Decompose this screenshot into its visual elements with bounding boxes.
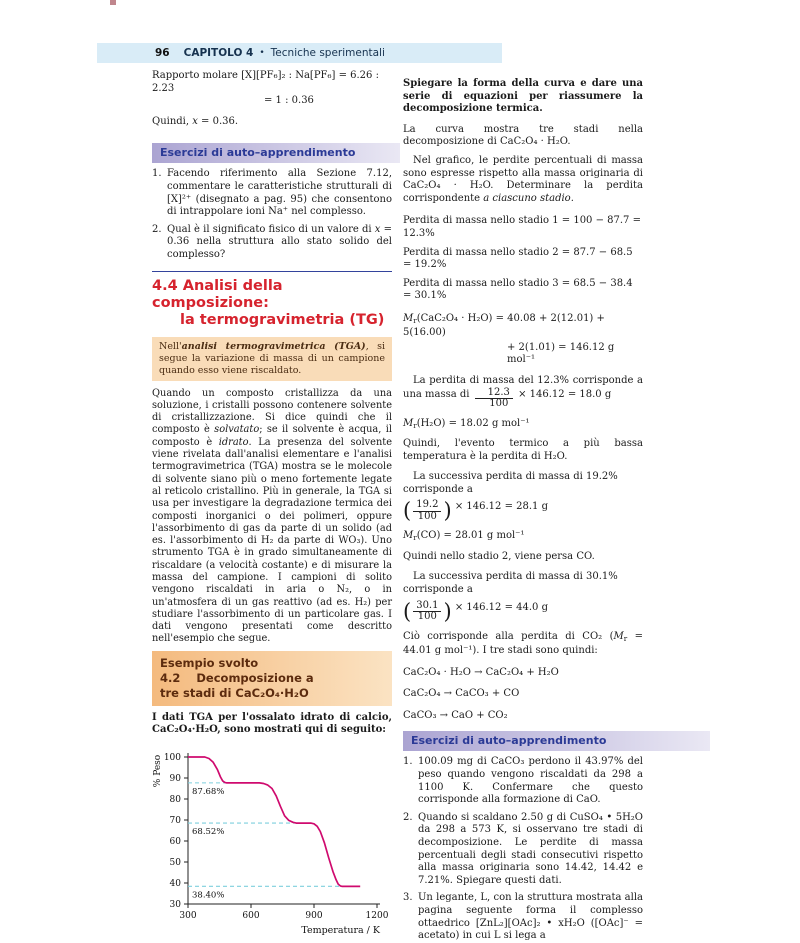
section-title [152,278,392,329]
frac3-line [403,601,643,623]
x-tick-label: 900 [305,910,323,921]
frac2-line [403,500,643,522]
tga-chart [118,741,398,941]
y-tick-label: 60 [169,836,181,847]
close-paren: ) [443,498,452,523]
fraction-19-2 [413,500,441,522]
mr-equation-line1: Mr(CaC₂O₄ · H₂O) = 40.08 + 2(12.01) + 5(16.00) [403,312,605,339]
list-item-text: Facendo riferimento alla Sezione 7.12, commentare le caratteristiche strutturali di [X]²⁺ (disegnato a pag. 95) che consentono di intrappolare ioni Na⁺ nel complesso. [167,168,392,218]
list-item-number: 2. [152,223,162,235]
mr-h2o: Mr(H₂O) = 18.02 g mol⁻¹ [403,417,530,430]
body-paragraph: Quando un composto cristallizza da una soluzione, i cristalli possono contenere solvente di cristallizzazione. Si dice quindi che il composto è solvatato; se il solvente è acqua, il composto è idrato. La presenza del solvente viene rivelata dall'analisi elementare e l'analisi termogravimetrica (TGA) mostra se le molecole di solvente siano più o meno fortemente legate al reticolo cristallino. Più in generale, la TGA si usa per investigare la degradazione termica dei composti inorganici o dei polimeri, oppure l'assorbimento di gas da parte di un solido (ad es. l'assorbimento di H₂ da parte di WO₃). Uno strumento TGA è in grado simultaneamente di riscaldare (a velocità costante) e di misurare la massa del campione. I campioni di solito vengono riscaldati in aria o N₂, o in un'atmosfera di un gas reattivo (ad es. H₂) per studiare l'assorbimento di un particolare gas. I dati vengono presentati come descritto nell'esempio che segue. [152,387,392,645]
right-column [403,70,643,943]
self-test-heading-left: Esercizi di auto–apprendimento [152,143,400,163]
fraction-30-1 [413,601,441,623]
y-tick-label: 30 [169,899,181,910]
chem-equation-2: CaC₂O₄ → CaCO₃ + CO [403,688,520,700]
list-item [403,756,643,806]
plateau-label: 87.68% [192,786,225,797]
stage-loss-1: Perdita di massa nello stadio 1 = 100 − 87.7 = 12.3% [403,215,641,239]
loss1-text: La perdita di massa del 12.3% corrisponde a una massa di [403,375,643,400]
section-divider [152,271,392,272]
y-tick-label: 50 [169,857,181,868]
chem-equation-1: CaC₂O₄ · H₂O → CaC₂O₄ + H₂O [403,666,559,678]
paragraph-next-loss-30: La successiva perdita di massa di 30.1% corrisponde a [403,571,618,596]
y-tick-label: 100 [163,752,181,763]
fraction-numerator: 19.2 [413,500,441,512]
mr-equation-line2: + 2(1.01) = 146.12 g mol⁻¹ [507,341,615,366]
paragraph-co2: Ciò corrisponde alla perdita di CO₂ (Mr = 44.01 g mol⁻¹). I tre stadi sono quindi: [403,630,643,656]
fraction-numerator: 12.3 [475,388,513,400]
self-test-heading-right: Esercizi di auto–apprendimento [403,731,710,751]
header-bullet: • [259,48,265,58]
x-tick-label: 600 [242,910,260,921]
left-column [152,68,392,941]
quindi-line: Quindi, x = 0.36. [152,115,239,127]
stage-loss-2: Perdita di massa nello stadio 2 = 87.7 − 68.5 = 19.2% [403,246,633,271]
list-item-text: Qual è il significato fisico di un valore di x = 0.36 nella struttura allo stato solido del complesso? [167,223,392,260]
paragraph-graph: Nel grafico, le perdite percentuali di massa sono espresse rispetto alla massa originaria di CaC₂O₄ · H₂O. Determinare la perdita corrispondente a ciascuno stadio. [403,154,643,204]
y-tick-label: 80 [169,794,181,805]
worked-example-heading [152,651,392,706]
paragraph-curve: La curva mostra tre stadi nella decomposizione di CaC₂O₄ · H₂O. [403,123,643,148]
list-item [152,224,392,262]
example-question: Spiegare la forma della curva e dare una serie di equazioni per riassumere la decomposizione termica. [403,78,643,115]
chapter-title: Tecniche sperimentali [270,47,385,59]
y-axis-title: % Peso [153,754,163,788]
chapter-label: CAPITOLO 4 [183,47,254,59]
list-item [152,168,392,218]
section-title-line1: 4.4 Analisi della composizione: [152,277,283,311]
x-tick-label: 1200 [365,910,389,921]
list-item-number: 1. [152,168,162,180]
open-paren: ( [403,498,412,523]
list-item-number: 3. [403,892,413,904]
open-paren: ( [403,599,412,623]
list-item-number: 2. [403,811,413,823]
list-item-text: Quando si scaldano 2.50 g di CuSO₄ • 5H₂O da 298 a 573 K, si osservano tre stadi di decomposizione. Le perdite di massa percentuali degli stadi consecutivi rispetto alla massa originaria sono 14.42, 14.42 e 7.21%. Spiegare questi dati. [418,811,643,886]
list-item-text: 100.09 mg di CaCO₃ perdono il 43.97% del peso quando vengono riscaldati da 298 a 1100 K. Confermare che questo corrisponde alla formazione di CaO. [418,756,643,806]
stage-loss-3: Perdita di massa nello stadio 3 = 68.5 − 38.4 = 30.1% [403,277,633,302]
paragraph-next-loss-19: La successiva perdita di massa di 19.2% corrisponde a [403,471,618,495]
x-tick-label: 300 [179,910,197,921]
fraction-12-3 [475,388,513,410]
chem-equation-3: CaCO₃ → CaO + CO₂ [403,709,508,721]
list-item-text: Un legante, L, con la struttura mostrata alla pagina seguente forma il complesso ottaedrico [ZnL₂][OAc]₂ • xH₂O ([OAc]⁻ = acetato) in cui L si lega a [418,892,643,942]
tga-curve [188,757,360,886]
molar-ratio-line2: = 1 : 0.36 [264,95,314,107]
example-intro: I dati TGA per l'ossalato idrato di calcio, CaC₂O₄·H₂O, sono mostrati qui di seguito: [152,711,392,736]
definition-box: Nell'analisi termogravimetrica (TGA), si segue la variazione di massa di un campione quando esso viene riscaldato. [152,337,392,381]
list-item [403,812,643,888]
mr-co: Mr(CO) = 28.01 g mol⁻¹ [403,530,525,543]
plateau-label: 68.52% [192,827,225,838]
section-title-line2: la termogravimetria (TG) [180,311,385,328]
worked-example-title-line2: tre stadi di CaC₂O₄·H₂O [160,685,309,700]
y-tick-label: 90 [169,773,181,784]
loss1-paragraph [403,375,643,410]
loss1-result: × 146.12 = 18.0 g [514,388,612,400]
fraction-denominator: 100 [417,611,437,623]
fraction-numerator: 30.1 [413,601,441,613]
worked-example-title-line1: Decomposizione a [196,670,314,685]
paragraph-stage2-co: Quindi nello stadio 2, viene persa CO. [403,550,595,562]
plateau-label: 38.40% [192,890,225,901]
page-edge-mark [110,0,116,5]
fraction-denominator: 100 [417,510,437,522]
list-item-number: 1. [403,756,413,768]
fraction-denominator: 100 [489,398,509,410]
worked-example-label: Esempio svolto 4.2 [160,655,259,685]
page-number: 96 [155,47,170,59]
y-tick-label: 70 [169,815,181,826]
y-tick-label: 40 [169,878,181,889]
close-paren: ) [443,599,452,623]
frac3-result: × 146.12 = 44.0 g [451,601,548,613]
x-axis-title: Temperatura / K [301,924,380,936]
list-item [403,892,643,942]
molar-ratio-line1: Rapporto molare [X][PF₆]₂ : Na[PF₆] = 6.26 : 2.23 [152,70,379,94]
paragraph-thermal-event: Quindi, l'evento termico a più bassa temperatura è la perdita di H₂O. [403,438,643,462]
frac2-result: × 146.12 = 28.1 g [451,501,548,513]
page-header [97,43,502,63]
